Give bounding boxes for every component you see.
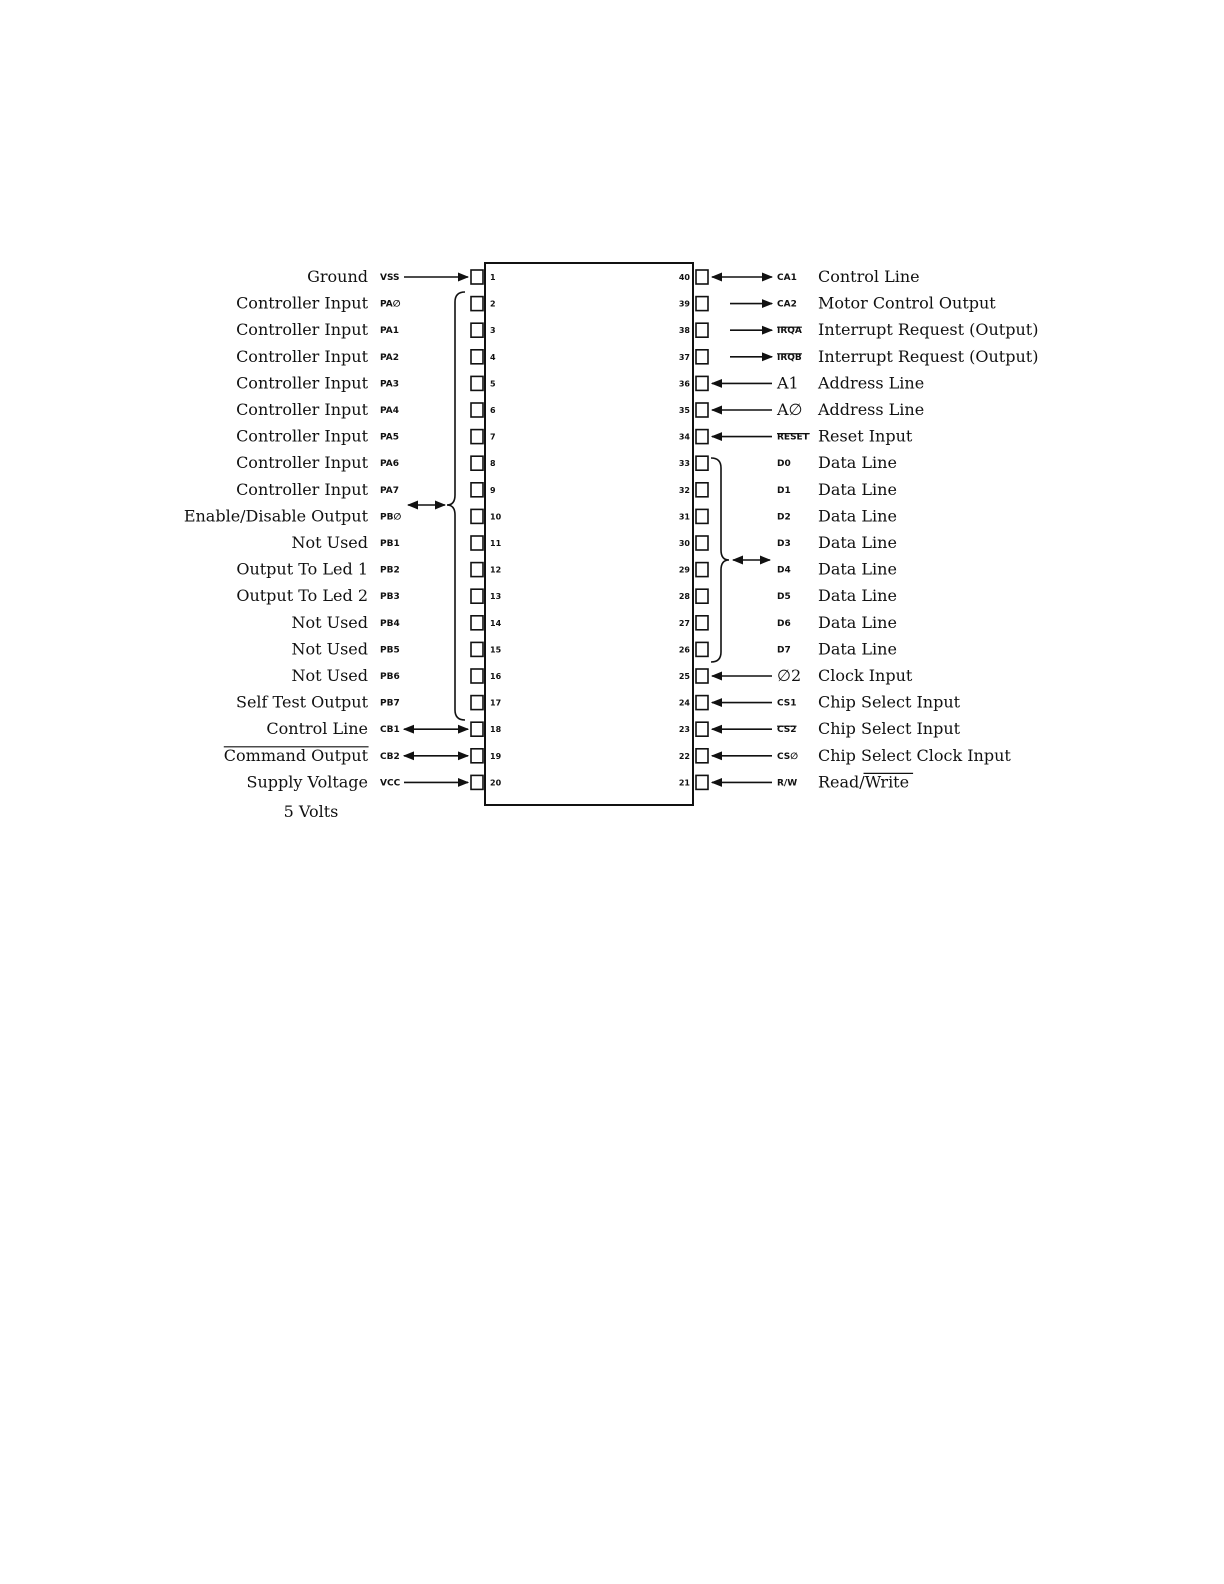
pin-28 (679, 586, 897, 605)
pin-description: Data Line (818, 506, 897, 526)
pin-26 (679, 639, 897, 658)
pin-description: Controller Input (236, 479, 368, 499)
pin-number: 17 (490, 698, 502, 708)
pin-box (471, 403, 483, 417)
pin-box (471, 642, 483, 656)
chip-body (485, 263, 693, 805)
pin-box (471, 430, 483, 444)
pin-description: Not Used (291, 612, 368, 632)
pin-description: Controller Input (236, 400, 368, 419)
pin-number: 8 (490, 459, 496, 469)
pin-number: 9 (490, 485, 496, 495)
pin-code: D5 (777, 592, 791, 603)
pin-37 (679, 347, 1039, 366)
pin-number: 12 (490, 565, 502, 575)
pin-description: Chip Select Input (818, 719, 961, 739)
pin-description: Not Used (291, 666, 368, 685)
pin-box (471, 456, 483, 470)
pin-box (696, 509, 708, 523)
pin-12 (236, 560, 501, 579)
pin-description: Control Line (266, 719, 368, 739)
pin-description: Not Used (291, 639, 368, 659)
pin-description: Enable/Disable Output (183, 506, 368, 526)
pin-box (471, 323, 483, 337)
pin-code: VCC (380, 778, 401, 789)
pin-description: Controller Input (236, 320, 368, 340)
pin-code: CS1 (777, 698, 797, 709)
pin-number: 1 (490, 273, 496, 282)
pin-description: Data Line (818, 559, 897, 579)
pin-number: 10 (490, 512, 502, 522)
pin-description: Interrupt Request (Output) (818, 346, 1039, 366)
pin-description: Command Output (223, 745, 368, 765)
pin-code: VSS (380, 273, 400, 283)
pin-1 (307, 267, 496, 286)
pin-description: Chip Select Input (818, 692, 961, 712)
pin-number: 11 (490, 539, 502, 548)
pin-box (471, 350, 483, 364)
pin-description: Controller Input (236, 346, 368, 366)
pin-number: 40 (678, 273, 690, 282)
pin-8 (236, 453, 496, 472)
pin-description: Self Test Output (235, 692, 368, 712)
pin-number: 28 (678, 592, 690, 602)
pin-box (696, 403, 708, 417)
pin-number: 14 (490, 618, 502, 628)
pin-number: 5 (490, 379, 496, 389)
pin-code: PA6 (380, 459, 399, 470)
pin-code: CB2 (380, 751, 400, 762)
pin-code: A1 (777, 373, 799, 393)
pin-code: D2 (777, 512, 791, 523)
pin-16 (291, 666, 501, 685)
pin-number: 24 (678, 698, 690, 708)
pin-box (471, 536, 483, 550)
pin-box (471, 749, 483, 763)
pin-number: 2 (490, 299, 496, 309)
pin-box (696, 270, 708, 284)
pin-description: Data Line (818, 612, 897, 632)
supply-note: 5 Volts (283, 802, 339, 821)
pin-number: 16 (490, 672, 502, 681)
pin-description: Supply Voltage (246, 772, 368, 792)
pin-description: Read/Write (818, 772, 910, 792)
pin-24 (679, 693, 961, 712)
pin-31 (679, 506, 897, 525)
pin-description: Chip Select Clock Input (818, 745, 1011, 765)
pin-description: Controller Input (236, 293, 368, 313)
pin-number: 21 (678, 778, 690, 788)
pin-description: Not Used (291, 533, 368, 552)
pin-description: Output To Led 2 (236, 586, 368, 606)
pin-7 (236, 427, 496, 446)
pin-code: CS∅ (777, 751, 798, 762)
pin-description: Ground (307, 267, 368, 286)
pin-box (696, 749, 708, 763)
pin-40 (679, 267, 920, 286)
pin-25 (679, 666, 913, 685)
pin-code: R/W (777, 778, 798, 789)
pin-box (471, 376, 483, 390)
pin-5 (236, 373, 496, 392)
pin-35 (679, 400, 924, 419)
pin-number: 27 (678, 618, 690, 628)
pin-code: PB1 (380, 539, 400, 549)
pin-code: CS2 (777, 725, 797, 736)
pin-box (696, 323, 708, 337)
pin-description: Output To Led 1 (236, 559, 368, 579)
pin-29 (679, 560, 897, 579)
pin-number: 31 (678, 512, 690, 522)
pin-code: CA2 (777, 299, 797, 310)
pin-code: PB∅ (380, 512, 402, 523)
pin-number: 23 (678, 725, 690, 735)
pin-box (471, 589, 483, 603)
pin-code: D6 (777, 618, 791, 629)
pin-box (471, 669, 483, 683)
pin-box (471, 297, 483, 311)
pin-6 (236, 400, 496, 419)
pin-description: Motor Control Output (818, 293, 996, 313)
pin-code: D0 (777, 459, 791, 470)
pin-code: D7 (777, 645, 791, 656)
pin-box (471, 775, 483, 789)
pin-number: 7 (490, 432, 496, 442)
pin-description: Address Line (818, 400, 925, 419)
pin-box (696, 616, 708, 630)
pin-34 (679, 427, 913, 446)
pin-18 (266, 719, 501, 738)
pin-19 (224, 746, 502, 765)
pin-description: Data Line (818, 586, 897, 606)
pin-number: 13 (490, 592, 502, 602)
pin-description: Controller Input (236, 373, 368, 393)
pin-code: PA4 (380, 406, 399, 416)
pin-code: PB5 (380, 645, 400, 656)
pin-32 (679, 480, 897, 499)
pin-39 (679, 294, 996, 313)
pin-box (471, 722, 483, 736)
pin-code: CA1 (777, 273, 797, 283)
pin-number: 20 (490, 778, 502, 788)
pin-number: 25 (678, 672, 690, 681)
pin-description: Reset Input (818, 426, 913, 446)
pin-number: 34 (678, 432, 690, 442)
pin-number: 4 (490, 352, 496, 362)
pin-box (471, 483, 483, 497)
pin-box (696, 376, 708, 390)
pin-description: Control Line (818, 267, 920, 286)
left-pin-group (184, 267, 502, 791)
pin-code: CB1 (380, 725, 400, 736)
pin-code: PA5 (380, 432, 399, 443)
pin-27 (679, 613, 897, 632)
pin-number: 15 (490, 645, 502, 655)
right-bus-brace (711, 458, 729, 662)
pin-33 (679, 453, 897, 472)
pin-box (471, 270, 483, 284)
pin-number: 29 (678, 565, 690, 575)
pin-description: Clock Input (818, 666, 913, 685)
pin-box (696, 536, 708, 550)
pin-number: 33 (678, 459, 690, 469)
pin-box (696, 669, 708, 683)
pin-box (696, 297, 708, 311)
pin-box (696, 563, 708, 577)
pin-code: PA3 (380, 379, 399, 390)
pin-box (696, 775, 708, 789)
pin-box (696, 430, 708, 444)
pin-box (696, 456, 708, 470)
pin-11 (291, 533, 501, 552)
pin-box (471, 563, 483, 577)
pin-description: Address Line (818, 373, 925, 393)
pin-number: 19 (490, 751, 502, 761)
pin-code: PB7 (380, 698, 400, 709)
pin-code: PB3 (380, 592, 400, 603)
pin-box (696, 483, 708, 497)
pin-code: D3 (777, 539, 791, 549)
pin-box (696, 642, 708, 656)
pin-code: PA2 (380, 352, 399, 363)
pin-17 (236, 693, 501, 712)
pin-4 (236, 347, 496, 366)
pin-number: 38 (678, 326, 690, 336)
pin-number: 36 (678, 379, 690, 389)
pin-description: Data Line (818, 453, 897, 473)
pin-code: PB6 (380, 672, 400, 682)
pin-code: PA7 (380, 485, 399, 496)
pin-14 (291, 613, 501, 632)
pin-box (696, 696, 708, 710)
pin-22 (679, 746, 1012, 765)
left-bus-brace (447, 292, 465, 720)
pin-3 (236, 320, 496, 339)
pin-code: IRQB (777, 352, 802, 363)
pin-number: 35 (678, 406, 690, 415)
pin-code: PA∅ (380, 299, 401, 310)
pin-description: Data Line (818, 479, 897, 499)
pin-23 (679, 719, 961, 738)
pin-code: D1 (777, 485, 791, 496)
right-pin-group (679, 267, 1039, 791)
pin-box (696, 722, 708, 736)
pin-code: PB2 (380, 565, 400, 576)
pin-number: 18 (490, 725, 502, 735)
pin-description: Controller Input (236, 453, 368, 473)
pin-code: ∅2 (777, 666, 802, 685)
pin-13 (236, 586, 501, 605)
pin-code: RESET (777, 432, 809, 443)
pin-number: 39 (678, 299, 690, 309)
pin-box (471, 696, 483, 710)
pin-36 (679, 373, 924, 392)
pin-38 (679, 320, 1039, 339)
pin-code: PA1 (380, 326, 399, 337)
pin-code: IRQA (777, 326, 802, 337)
pin-number: 26 (678, 645, 690, 655)
pin-box (471, 509, 483, 523)
pin-code: D4 (777, 565, 791, 576)
pin-30 (679, 533, 897, 552)
pin-15 (291, 639, 501, 658)
pin-code: A∅ (777, 400, 803, 419)
pin-box (471, 616, 483, 630)
pin-description: Data Line (818, 533, 897, 552)
pin-description: Data Line (818, 639, 897, 659)
pin-number: 30 (678, 539, 690, 548)
pin-number: 37 (678, 352, 690, 362)
pin-box (696, 589, 708, 603)
pin-description: Controller Input (236, 426, 368, 446)
pin-box (696, 350, 708, 364)
pin-20 (246, 772, 501, 791)
pin-number: 6 (490, 406, 496, 415)
pin-9 (236, 480, 496, 499)
pin-number: 22 (678, 751, 690, 761)
pin-description: Interrupt Request (Output) (818, 320, 1039, 340)
pin-code: PB4 (380, 618, 400, 629)
pin-number: 3 (490, 326, 496, 336)
pin-21 (679, 772, 913, 791)
pin-number: 32 (678, 485, 690, 495)
